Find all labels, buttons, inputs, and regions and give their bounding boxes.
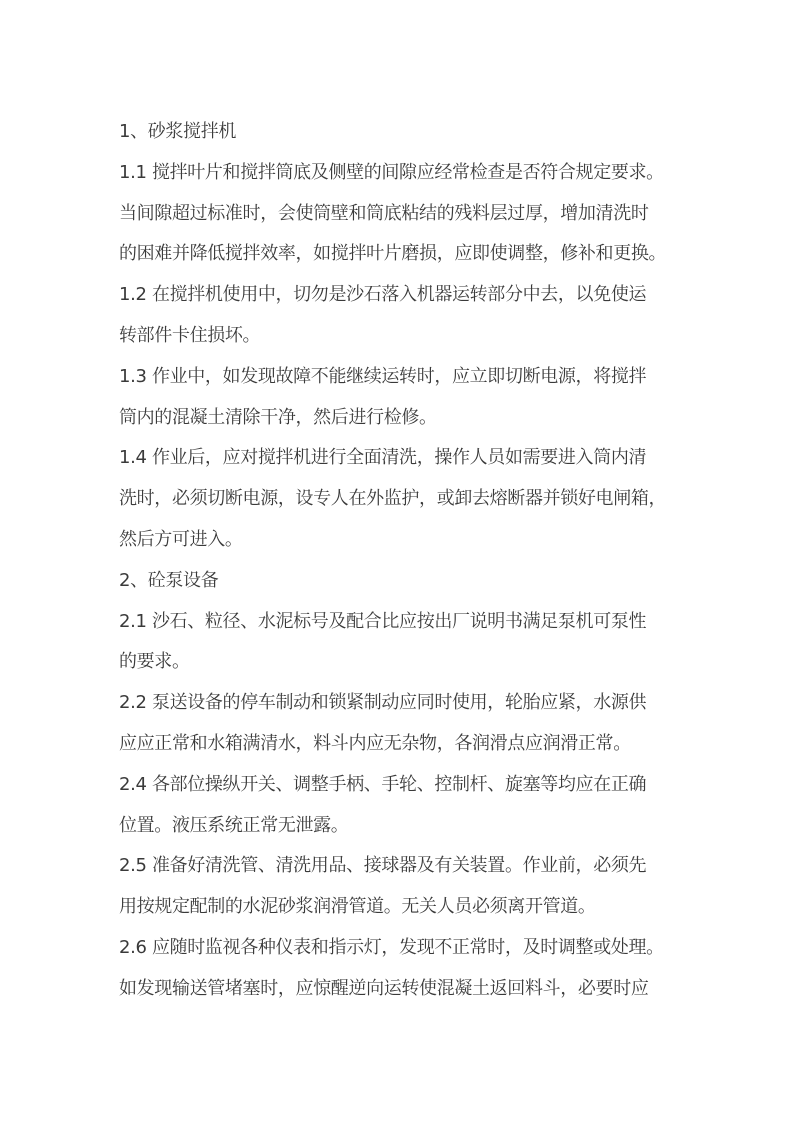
paragraph-line: 1.4 作业后，应对搅拌机进行全面清洗，操作人员如需要进入筒内清 — [119, 447, 647, 469]
paragraph-line: 的要求。 — [119, 651, 190, 673]
paragraph-line: 2.2 泵送设备的停车制动和锁紧制动应同时使用，轮胎应紧，水源供 — [119, 692, 647, 714]
paragraph-line: 用按规定配制的水泥砂浆润滑管道。无关人员必须离开管道。 — [119, 896, 596, 918]
paragraph-line: 2.6 应随时监视各种仪表和指示灯，发现不正常时，及时调整或处理。 — [119, 936, 664, 958]
paragraph-line: 2.4 各部位操纵开关、调整手柄、手轮、控制杆、旋塞等均应在正确 — [119, 773, 647, 795]
paragraph-line: 洗时，必须切断电源，设专人在外监护，或卸去熔断器并锁好电闸箱， — [119, 488, 667, 510]
paragraph-line: 应应正常和水箱满清水，料斗内应无杂物，各润滑点应润滑正常。 — [119, 732, 631, 754]
paragraph-line: 转部件卡住损坏。 — [119, 324, 261, 346]
paragraph-line: 2.1 沙石、粒径、水泥标号及配合比应按出厂说明书满足泵机可泵性 — [119, 610, 647, 632]
paragraph-line: 位置。液压系统正常无泄露。 — [119, 814, 349, 836]
section-heading-concrete-pump: 2、砼泵设备 — [119, 569, 219, 591]
paragraph-line: 1.1 搅拌叶片和搅拌筒底及侧壁的间隙应经常检查是否符合规定要求。 — [119, 161, 664, 183]
paragraph-line: 1.3 作业中，如发现故障不能继续运转时，应立即切断电源，将搅拌 — [119, 365, 647, 387]
paragraph-line: 的困难并降低搅拌效率，如搅拌叶片磨损，应即使调整，修补和更换。 — [119, 243, 667, 265]
section-heading-mortar-mixer: 1、砂浆搅拌机 — [119, 121, 237, 142]
paragraph-line: 如发现输送管堵塞时，应惊醒逆向运转使混凝土返回料斗，必要时应 — [119, 977, 649, 999]
paragraph-line: 2.5 准备好清洗管、清洗用品、接球器及有关装置。作业前，必须先 — [119, 855, 647, 877]
paragraph-line: 然后方可进入。 — [119, 528, 243, 550]
paragraph-line: 1.2 在搅拌机使用中，切勿是沙石落入机器运转部分中去，以免使运 — [119, 284, 647, 306]
document-page — [119, 112, 681, 1010]
paragraph-line: 筒内的混凝土清除干净，然后进行检修。 — [119, 406, 437, 428]
paragraph-line: 当间隙超过标准时，会使筒壁和筒底粘结的残料层过厚，增加清洗时 — [119, 202, 649, 224]
